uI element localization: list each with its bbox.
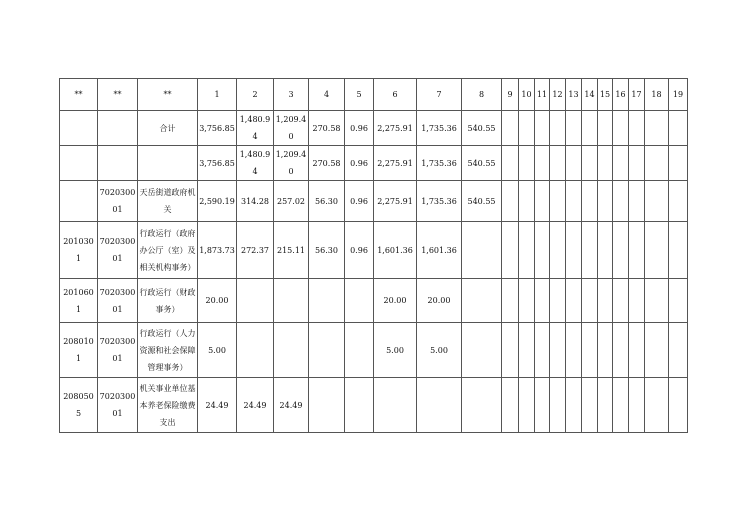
- header-cell: 13: [566, 79, 582, 111]
- value-cell: 270.58: [309, 146, 345, 181]
- value-cell: 2,275.91: [374, 111, 417, 146]
- value-cell: 5.00: [198, 323, 237, 378]
- value-cell: 1,601.36: [417, 222, 462, 279]
- value-cell: 1,209.40: [274, 146, 309, 181]
- value-cell: [462, 222, 502, 279]
- value-cell: 24.49: [237, 378, 274, 433]
- header-cell: 3: [274, 79, 309, 111]
- header-cell: **: [138, 79, 198, 111]
- value-cell: [462, 323, 502, 378]
- header-cell: 19: [669, 79, 688, 111]
- value-cell: 270.58: [309, 111, 345, 146]
- unit-code-cell: [98, 146, 138, 181]
- value-cell: [345, 378, 374, 433]
- func-code-cell: 2080505: [60, 378, 98, 433]
- header-cell: 14: [582, 79, 598, 111]
- value-cell: [274, 323, 309, 378]
- table-row: [60, 323, 688, 378]
- value-cell: 1,735.36: [417, 181, 462, 222]
- unit-code-cell: 702030001: [98, 378, 138, 433]
- value-cell: 257.02: [274, 181, 309, 222]
- value-cell: 2,275.91: [374, 146, 417, 181]
- header-cell: 5: [345, 79, 374, 111]
- table-row: [60, 222, 688, 279]
- table-row: [60, 279, 688, 323]
- table-row: [60, 181, 688, 222]
- budget-table: [59, 78, 688, 433]
- value-cell: [237, 323, 274, 378]
- value-cell: 3,756.85: [198, 111, 237, 146]
- value-cell: 56.30: [309, 222, 345, 279]
- value-cell: 20.00: [374, 279, 417, 323]
- value-cell: 2,590.19: [198, 181, 237, 222]
- value-cell: [374, 378, 417, 433]
- value-cell: [462, 378, 502, 433]
- header-cell: 18: [645, 79, 669, 111]
- value-cell: 1,209.40: [274, 111, 309, 146]
- unit-code-cell: 702030001: [98, 222, 138, 279]
- header-cell: 6: [374, 79, 417, 111]
- value-cell: [345, 323, 374, 378]
- header-cell: 1: [198, 79, 237, 111]
- func-code-cell: 2010301: [60, 222, 98, 279]
- item-name-cell: 行政运行（财政事务）: [138, 279, 198, 323]
- table-row: [60, 146, 688, 181]
- func-code-cell: 2010601: [60, 279, 98, 323]
- value-cell: [309, 378, 345, 433]
- value-cell: 1,735.36: [417, 111, 462, 146]
- value-cell: 24.49: [274, 378, 309, 433]
- value-cell: 0.96: [345, 111, 374, 146]
- func-code-cell: [60, 181, 98, 222]
- budget-table-sheet: [59, 78, 687, 426]
- header-cell: 10: [519, 79, 535, 111]
- value-cell: [309, 279, 345, 323]
- value-cell: 2,275.91: [374, 181, 417, 222]
- item-name-cell: 机关事业单位基本养老保险缴费支出: [138, 378, 198, 433]
- table-header-row: [60, 79, 688, 111]
- value-cell: 540.55: [462, 146, 502, 181]
- value-cell: 1,480.94: [237, 111, 274, 146]
- func-code-cell: [60, 146, 98, 181]
- value-cell: 5.00: [417, 323, 462, 378]
- value-cell: [309, 323, 345, 378]
- item-name-cell: [138, 146, 198, 181]
- unit-code-cell: [98, 111, 138, 146]
- unit-code-cell: 702030001: [98, 279, 138, 323]
- header-cell: 16: [613, 79, 629, 111]
- item-name-cell: 行政运行（政府办公厅（室）及相关机构事务）: [138, 222, 198, 279]
- header-cell: 15: [598, 79, 613, 111]
- item-name-cell: 天岳街道政府机关: [138, 181, 198, 222]
- value-cell: [237, 279, 274, 323]
- func-code-cell: 2080101: [60, 323, 98, 378]
- value-cell: 56.30: [309, 181, 345, 222]
- value-cell: 3,756.85: [198, 146, 237, 181]
- value-cell: 314.28: [237, 181, 274, 222]
- value-cell: [345, 279, 374, 323]
- value-cell: 1,735.36: [417, 146, 462, 181]
- value-cell: 1,601.36: [374, 222, 417, 279]
- value-cell: 20.00: [417, 279, 462, 323]
- value-cell: 272.37: [237, 222, 274, 279]
- value-cell: [417, 378, 462, 433]
- header-cell: 7: [417, 79, 462, 111]
- value-cell: [462, 279, 502, 323]
- unit-code-cell: 702030001: [98, 323, 138, 378]
- value-cell: 1,873.73: [198, 222, 237, 279]
- value-cell: 5.00: [374, 323, 417, 378]
- header-cell: 2: [237, 79, 274, 111]
- item-name-cell: 合计: [138, 111, 198, 146]
- header-cell: 9: [502, 79, 519, 111]
- table-row: [60, 378, 688, 433]
- value-cell: 215.11: [274, 222, 309, 279]
- value-cell: 0.96: [345, 146, 374, 181]
- value-cell: 0.96: [345, 222, 374, 279]
- value-cell: 24.49: [198, 378, 237, 433]
- value-cell: 0.96: [345, 181, 374, 222]
- value-cell: 1,480.94: [237, 146, 274, 181]
- unit-code-cell: 702030001: [98, 181, 138, 222]
- table-row: [60, 111, 688, 146]
- header-cell: **: [98, 79, 138, 111]
- header-cell: 12: [550, 79, 566, 111]
- item-name-cell: 行政运行（人力资源和社会保障管理事务）: [138, 323, 198, 378]
- header-cell: 8: [462, 79, 502, 111]
- header-cell: 11: [535, 79, 550, 111]
- header-cell: 17: [629, 79, 645, 111]
- header-cell: **: [60, 79, 98, 111]
- value-cell: 540.55: [462, 181, 502, 222]
- func-code-cell: [60, 111, 98, 146]
- value-cell: 20.00: [198, 279, 237, 323]
- header-cell: 4: [309, 79, 345, 111]
- value-cell: 540.55: [462, 111, 502, 146]
- value-cell: [274, 279, 309, 323]
